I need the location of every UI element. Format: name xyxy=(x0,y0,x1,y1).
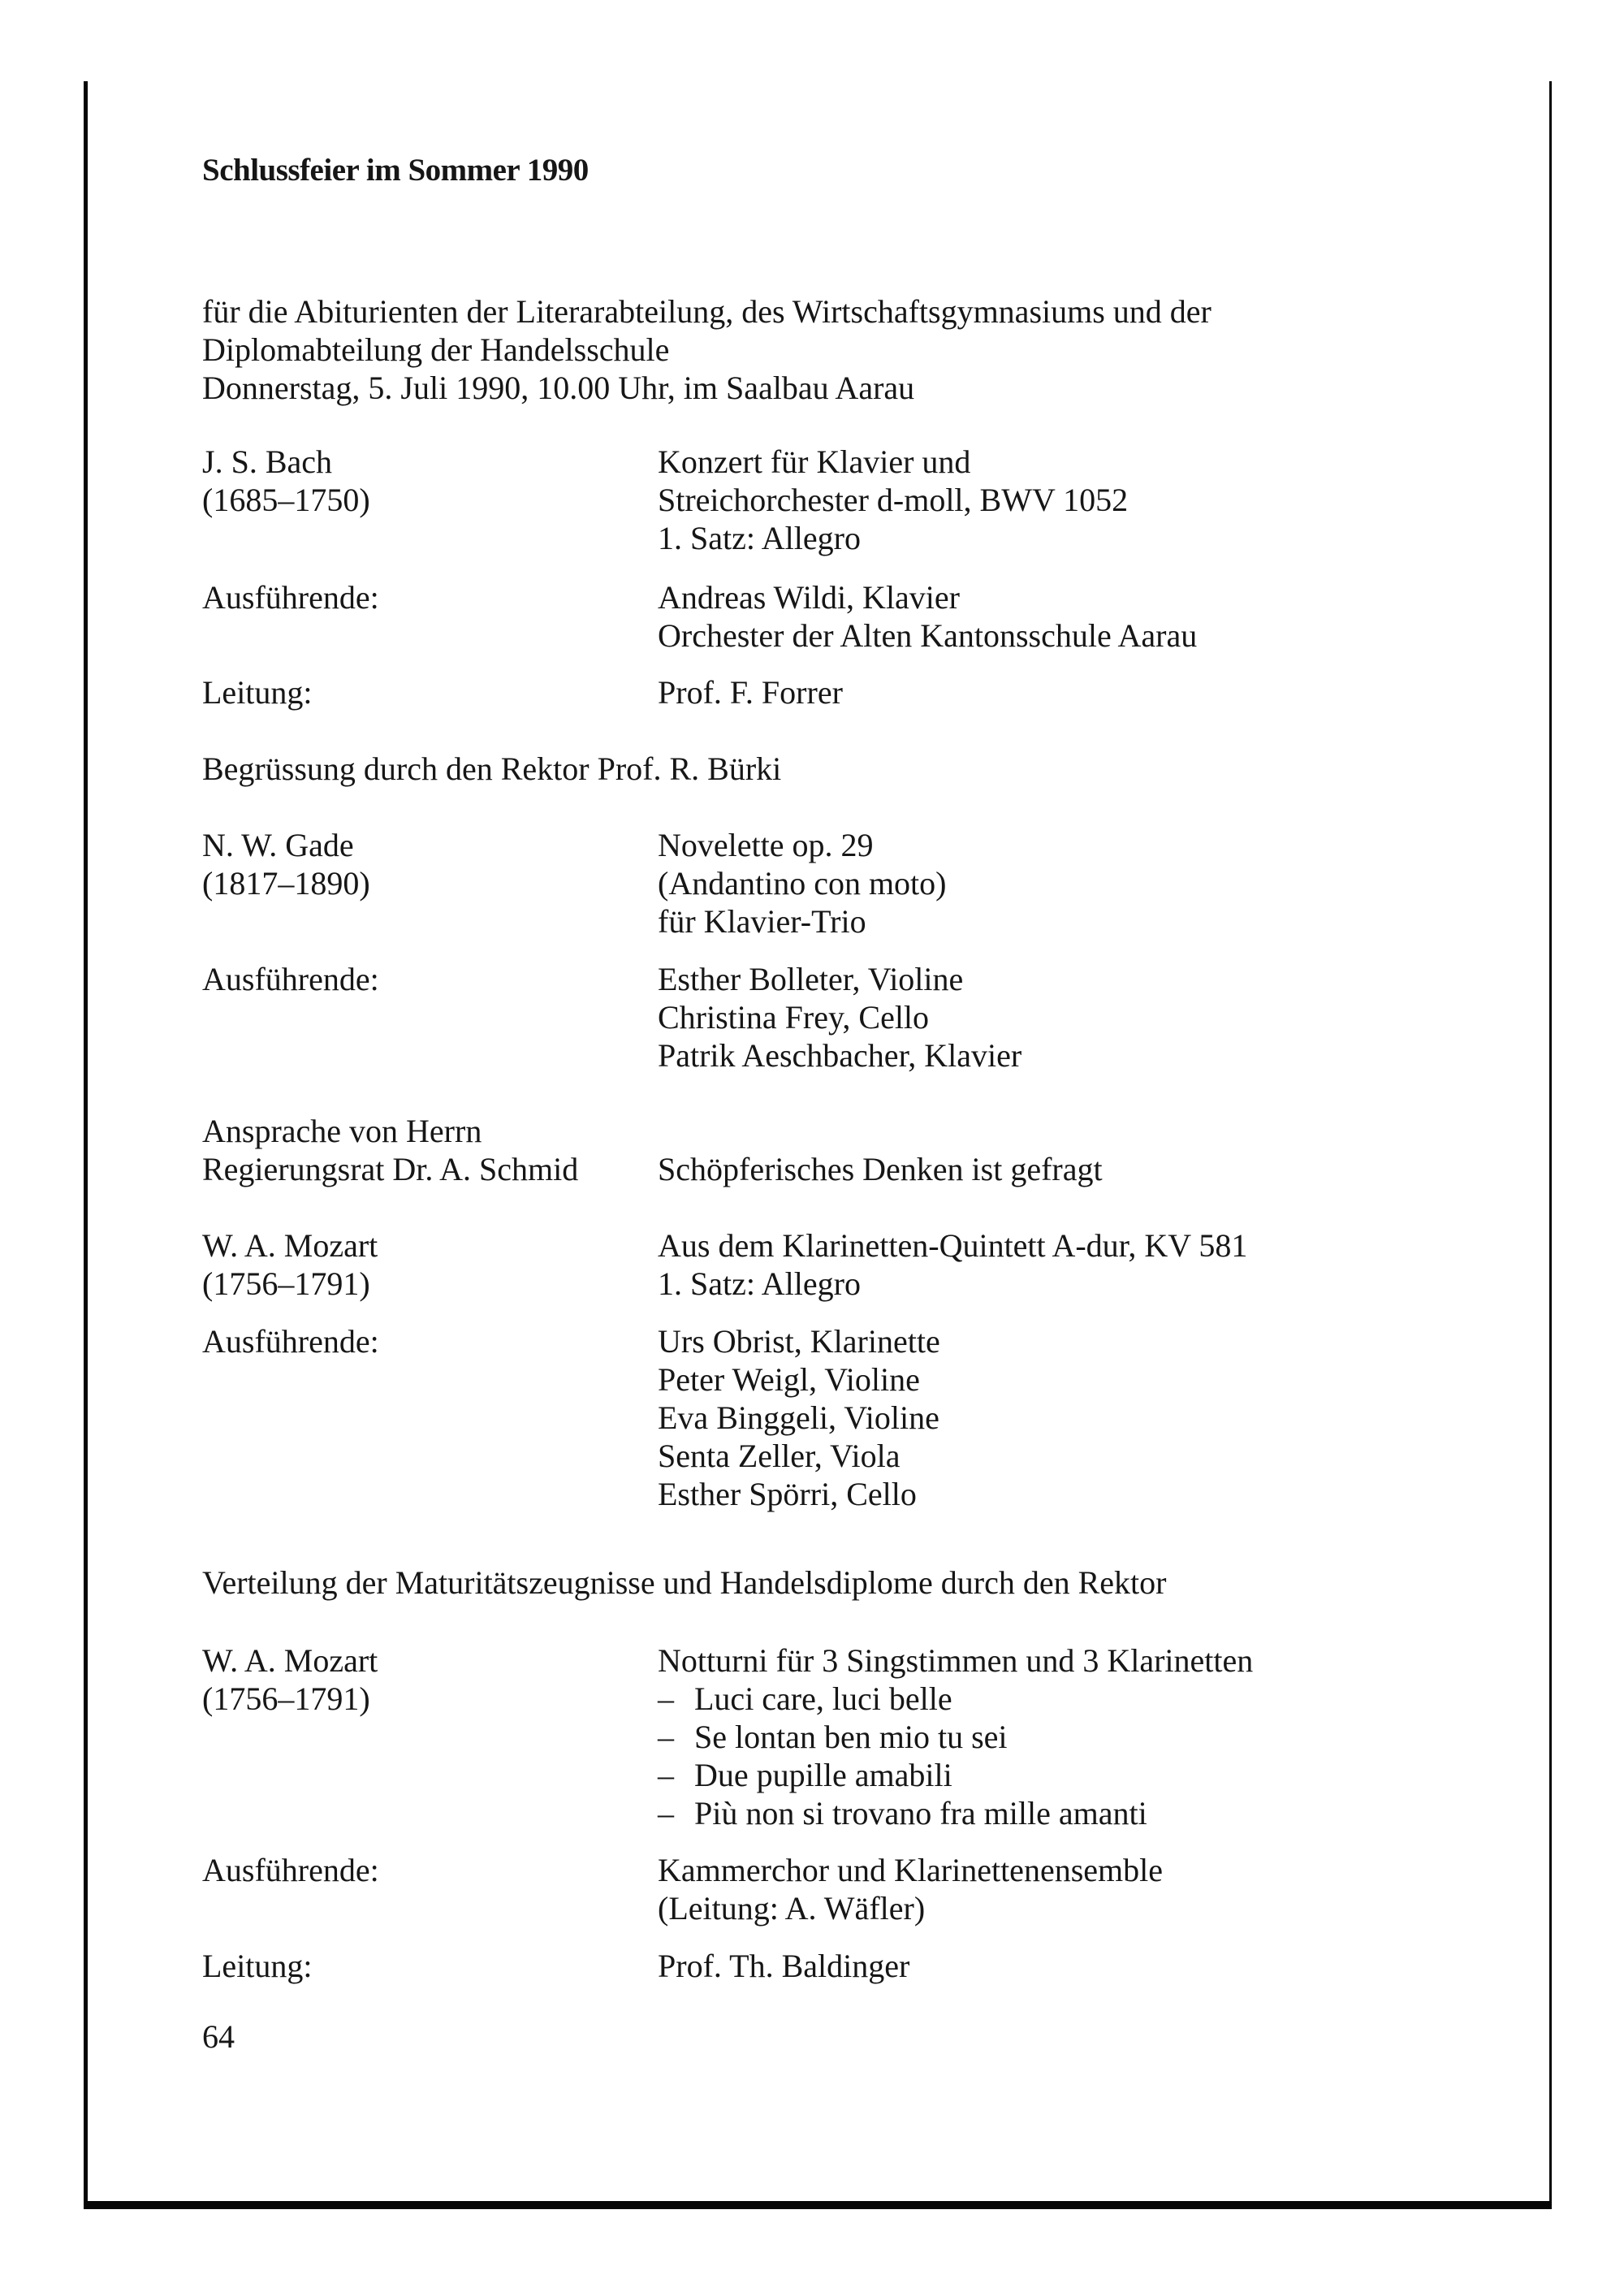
intro-text xyxy=(202,292,1212,407)
mozart1-composer-block xyxy=(202,1226,378,1303)
dash: – xyxy=(658,1680,674,1717)
work-line: Notturni für 3 Singstimmen und 3 Klarinetten xyxy=(658,1642,1254,1679)
work-line: Streichorchester d-moll, BWV 1052 xyxy=(658,482,1129,518)
piece-title: Se lontan ben mio tu sei xyxy=(694,1719,1008,1755)
bach-work-block xyxy=(658,443,1128,557)
dash: – xyxy=(658,1757,674,1793)
composer-years: (1756–1791) xyxy=(202,1680,370,1717)
performers-label: Ausführende: xyxy=(202,961,379,997)
performers-label: Ausführende: xyxy=(202,579,379,616)
performer: Peter Weigl, Violine xyxy=(658,1361,920,1398)
leitung-label: Leitung: xyxy=(202,1948,313,1984)
page-number: 64 xyxy=(202,2018,235,2055)
performer: Esther Spörri, Cello xyxy=(658,1476,917,1512)
performer: Eva Binggeli, Violine xyxy=(658,1399,939,1436)
mozart2-composer-block xyxy=(202,1641,378,1718)
composer-years: (1817–1890) xyxy=(202,865,370,902)
bach-composer-block xyxy=(202,443,370,519)
performer: Patrik Aeschbacher, Klavier xyxy=(658,1037,1022,1074)
performer: Andreas Wildi, Klavier xyxy=(658,579,960,616)
leitung-label: Leitung: xyxy=(202,674,313,711)
composer-years: (1756–1791) xyxy=(202,1265,370,1302)
performer: (Leitung: A. Wäfler) xyxy=(658,1890,926,1927)
composer-years: (1685–1750) xyxy=(202,482,370,518)
greeting-line: Begrüssung durch den Rektor Prof. R. Bürki xyxy=(202,750,782,787)
performer: Orchester der Alten Kantonsschule Aarau xyxy=(658,617,1198,654)
dash: – xyxy=(658,1795,674,1831)
work-line: 1. Satz: Allegro xyxy=(658,520,861,556)
performer: Senta Zeller, Viola xyxy=(658,1438,901,1474)
piece-title: Più non si trovano fra mille amanti xyxy=(694,1795,1147,1831)
bach-leitung: Prof. F. Forrer xyxy=(658,674,843,711)
composer-name: N. W. Gade xyxy=(202,827,354,863)
gade-work-block xyxy=(658,826,947,941)
piece-item xyxy=(658,1680,1253,1718)
performer: Urs Obrist, Klarinette xyxy=(658,1323,940,1360)
program-title: Schlussfeier im Sommer 1990 xyxy=(202,153,589,188)
work-line: 1. Satz: Allegro xyxy=(658,1265,861,1302)
piece-item xyxy=(658,1718,1253,1756)
work-line: (Andantino con moto) xyxy=(658,865,947,902)
performers-label: Ausführende: xyxy=(202,1323,379,1360)
composer-name: W. A. Mozart xyxy=(202,1642,378,1679)
intro-line: Donnerstag, 5. Juli 1990, 10.00 Uhr, im Saalbau Aarau xyxy=(202,370,915,406)
mozart1-performers xyxy=(658,1322,940,1513)
intro-line: Diplomabteilung der Handelsschule xyxy=(202,331,670,368)
speech-line: Ansprache von Herrn xyxy=(202,1113,482,1149)
work-line: Novelette op. 29 xyxy=(658,827,874,863)
work-line: Konzert für Klavier und xyxy=(658,443,971,480)
mozart2-performers xyxy=(658,1851,1163,1927)
piece-item xyxy=(658,1794,1253,1832)
performer: Kammerchor und Klarinettenensemble xyxy=(658,1852,1163,1888)
mozart1-work-block xyxy=(658,1226,1247,1303)
composer-name: W. A. Mozart xyxy=(202,1227,378,1264)
performers-label: Ausführende: xyxy=(202,1852,379,1888)
gade-performers xyxy=(658,960,1021,1075)
performer: Christina Frey, Cello xyxy=(658,999,930,1036)
speech-topic: Schöpferisches Denken ist gefragt xyxy=(658,1151,1103,1187)
mozart2-work-block xyxy=(658,1641,1253,1832)
gade-composer-block xyxy=(202,826,370,902)
bach-performers xyxy=(658,578,1197,655)
intro-line: für die Abiturienten der Literarabteilung, des Wirtschaftsgymnasiums und der xyxy=(202,293,1212,330)
piece-title: Luci care, luci belle xyxy=(694,1680,952,1717)
dash: – xyxy=(658,1719,674,1755)
performer: Esther Bolleter, Violine xyxy=(658,961,964,997)
work-line: für Klavier-Trio xyxy=(658,903,866,940)
composer-name: J. S. Bach xyxy=(202,443,332,480)
mozart2-leitung: Prof. Th. Baldinger xyxy=(658,1948,910,1984)
speech-block xyxy=(202,1112,578,1188)
work-line: Aus dem Klarinetten-Quintett A-dur, KV 581 xyxy=(658,1227,1248,1264)
distribution-line: Verteilung der Maturitätszeugnisse und Handelsdiplome durch den Rektor xyxy=(202,1564,1167,1601)
piece-item xyxy=(658,1756,1253,1794)
piece-title: Due pupille amabili xyxy=(694,1757,952,1793)
speech-line: Regierungsrat Dr. A. Schmid xyxy=(202,1151,579,1187)
